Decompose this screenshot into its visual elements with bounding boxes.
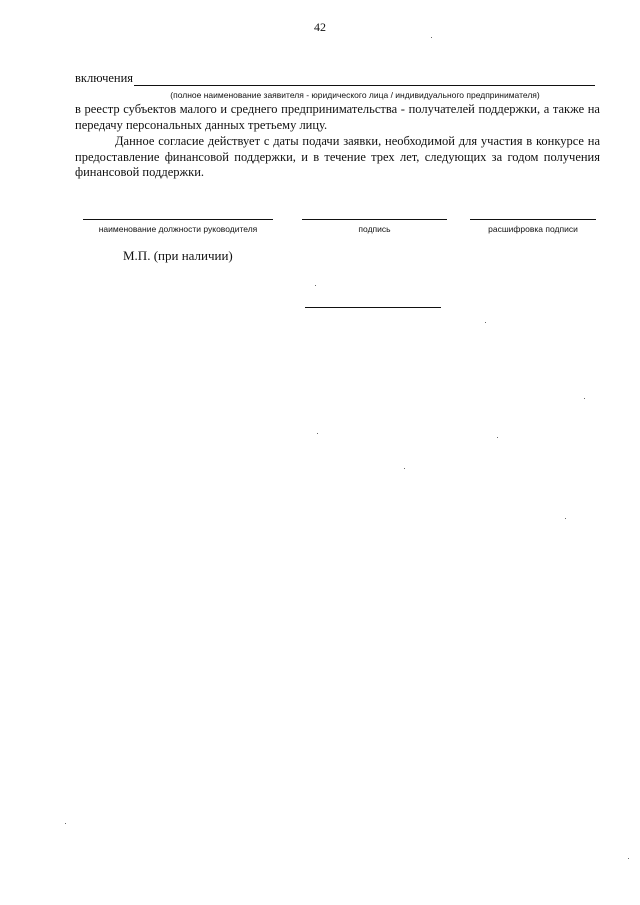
position-caption: наименование должности руководителя	[98, 224, 258, 234]
stamp-label: М.П. (при наличии)	[123, 248, 233, 263]
scan-speck	[485, 322, 486, 323]
scan-speck	[497, 437, 498, 438]
scan-speck	[431, 37, 432, 38]
applicant-caption: (полное наименование заявителя - юридического лица / индивидуального предпринимателя)	[170, 90, 540, 100]
scan-speck	[628, 858, 629, 859]
decoding-caption: расшифровка подписи	[488, 224, 578, 234]
inclusion-row	[75, 71, 595, 86]
scan-speck	[315, 285, 316, 286]
applicant-name-line	[134, 72, 595, 86]
paragraph-consent-validity: Данное согласие действует с даты подачи заявки, необходимой для участия в конкурсе на предоставление финансовой поддержки, и в течение трех лет, следующих за годом получения финансовой поддержки.	[75, 134, 600, 179]
page-number: 42	[314, 20, 326, 34]
signature-line	[302, 219, 447, 220]
paragraph-registry: в реестр субъектов малого и среднего предпринимательства - получателей поддержки, а также на передачу персональных данных третьему лицу.	[75, 102, 600, 132]
decoding-line	[470, 219, 596, 220]
position-line	[83, 219, 273, 220]
scan-speck	[404, 468, 405, 469]
scan-speck	[565, 518, 566, 519]
signature-caption: подпись	[358, 224, 391, 234]
scan-speck	[65, 823, 66, 824]
scan-speck	[584, 398, 585, 399]
stamp-line	[305, 307, 441, 308]
inclusion-word: включения	[75, 71, 134, 85]
scan-speck	[317, 433, 318, 434]
